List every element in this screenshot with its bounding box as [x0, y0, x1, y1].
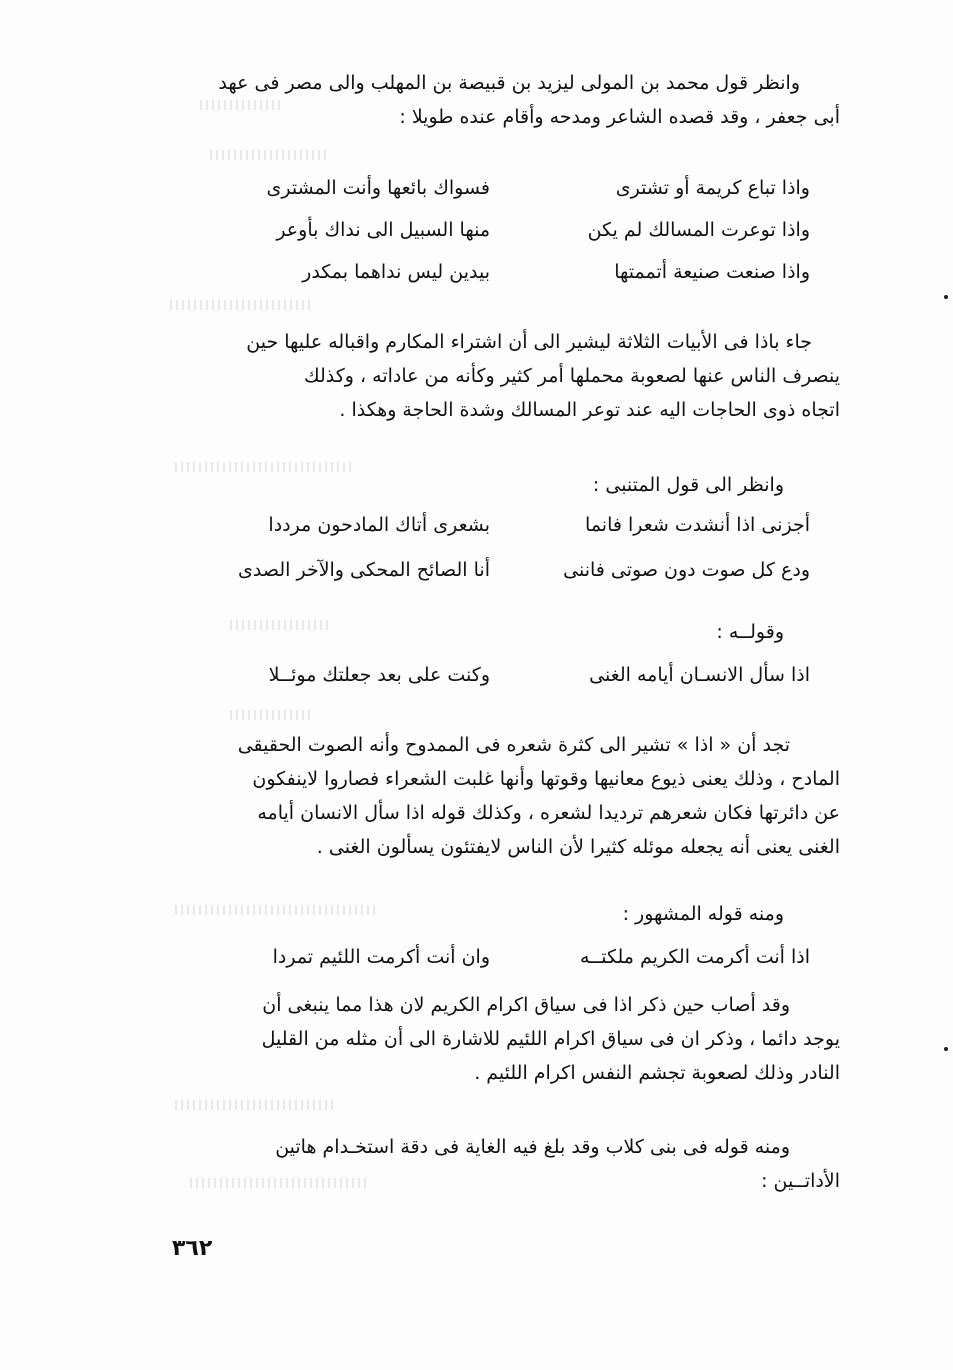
verse-first-hemistich: واذا توعرت المسالك لم يكن	[587, 219, 810, 241]
commentary-paragraph	[160, 988, 840, 1090]
margin-mark	[944, 1047, 948, 1051]
commentary-paragraph	[160, 325, 840, 427]
text-line: عن دائرتها فكان شعرهم ترديدا لشعره ، وكذلك قوله اذا سأل الانسان أيامه	[257, 802, 840, 824]
verse-line	[160, 655, 840, 695]
text-line: يوجد دائما ، وذكر ان فى سياق اكرام اللئيم للاشارة الى أن مثله من القليل	[261, 1028, 840, 1050]
verse-second-hemistich: وان أنت أكرمت اللئيم تمردا	[272, 946, 490, 968]
intro-line	[160, 468, 840, 502]
text-line: النادر وذلك لصعوبة تجشم النفس اكرام اللئيم .	[474, 1062, 840, 1084]
text-line: وانظر قول محمد بن المولى ليزيد بن قبيصة بن المهلب والى مصر فى عهد	[218, 72, 800, 94]
text-line: جاء باذا فى الأبيات الثلاثة ليشير الى أن اشتراء المكارم واقباله عليها حين	[246, 331, 812, 353]
commentary-paragraph	[160, 728, 840, 864]
text-line: وقد أصاب حين ذكر اذا فى سياق اكرام الكريم لان هذا مما ينبغى أن	[262, 994, 790, 1016]
scan-noise	[170, 300, 310, 310]
scan-noise	[210, 150, 330, 160]
text-line: الأداتــين :	[761, 1170, 840, 1192]
verse-first-hemistich: اذا سأل الانسـان أيامه الغنى	[589, 664, 810, 686]
verse-line	[160, 550, 840, 590]
verse-line	[160, 505, 840, 545]
text-line: ومنه قوله المشهور :	[622, 903, 784, 925]
scan-noise	[230, 710, 310, 720]
verse-second-hemistich: وكنت على بعد جعلتك موئــلا	[268, 664, 490, 686]
verse-first-hemistich: واذا تباع كريمة أو تشترى	[615, 177, 810, 199]
verse-second-hemistich: فسواك بائعها وأنت المشترى	[266, 177, 490, 199]
text-line: وقولــه :	[716, 621, 784, 643]
verse-line	[160, 252, 840, 292]
intro-line	[160, 897, 840, 931]
text-line: ينصرف الناس عنها لصعوبة محملها أمر كثير وكأنه من عاداته ، وكذلك	[303, 365, 840, 387]
verse-first-hemistich: اذا أنت أكرمت الكريم ملكتــه	[579, 946, 810, 968]
text-line: تجد أن « اذا » تشير الى كثرة شعره فى الممدوح وأنه الصوت الحقيقى	[237, 734, 790, 756]
commentary-paragraph	[160, 1130, 840, 1198]
text-line: وانظر الى قول المتنبى :	[592, 474, 784, 496]
scan-noise	[175, 1100, 335, 1110]
verse-second-hemistich: بيدين ليس نداهما بمكدر	[302, 261, 490, 283]
verse-second-hemistich: أنا الصائح المحكى والآخر الصدى	[238, 559, 490, 581]
verse-line	[160, 937, 840, 977]
intro-line	[160, 615, 840, 649]
verse-second-hemistich: بشعرى أتاك المادحون مرددا	[268, 514, 490, 536]
verse-line	[160, 210, 840, 250]
verse-first-hemistich: ودع كل صوت دون صوتى فاننى	[563, 559, 810, 581]
intro-paragraph	[160, 66, 840, 134]
text-line: الغنى يعنى أنه يجعله موئله كثيرا لأن الناس لايفتئون يسألون الغنى .	[316, 836, 840, 858]
text-line: ومنه قوله فى بنى كلاب وقد بلغ فيه الغاية فى دقة استخـدام هاتين	[275, 1136, 790, 1158]
margin-mark	[944, 295, 948, 299]
verse-line	[160, 168, 840, 208]
verse-first-hemistich: واذا صنعت صنيعة أتممتها	[614, 261, 810, 283]
text-line: اتجاه ذوى الحاجات اليه عند توعر المسالك وشدة الحاجة وهكذا .	[339, 399, 840, 421]
text-line: المادح ، وذلك يعنى ذيوع معانيها وقوتها وأنها غلبت الشعراء فصاروا لاينفكون	[252, 768, 840, 790]
verse-first-hemistich: أجزنى اذا أنشدت شعرا فانما	[585, 514, 810, 536]
text-line: أبى جعفر ، وقد قصده الشاعر ومدحه وأقام عنده طويلا :	[399, 106, 840, 128]
verse-second-hemistich: منها السبيل الى نداك بأوعر	[276, 219, 490, 241]
page-number: ٣٦٢	[172, 1236, 213, 1261]
